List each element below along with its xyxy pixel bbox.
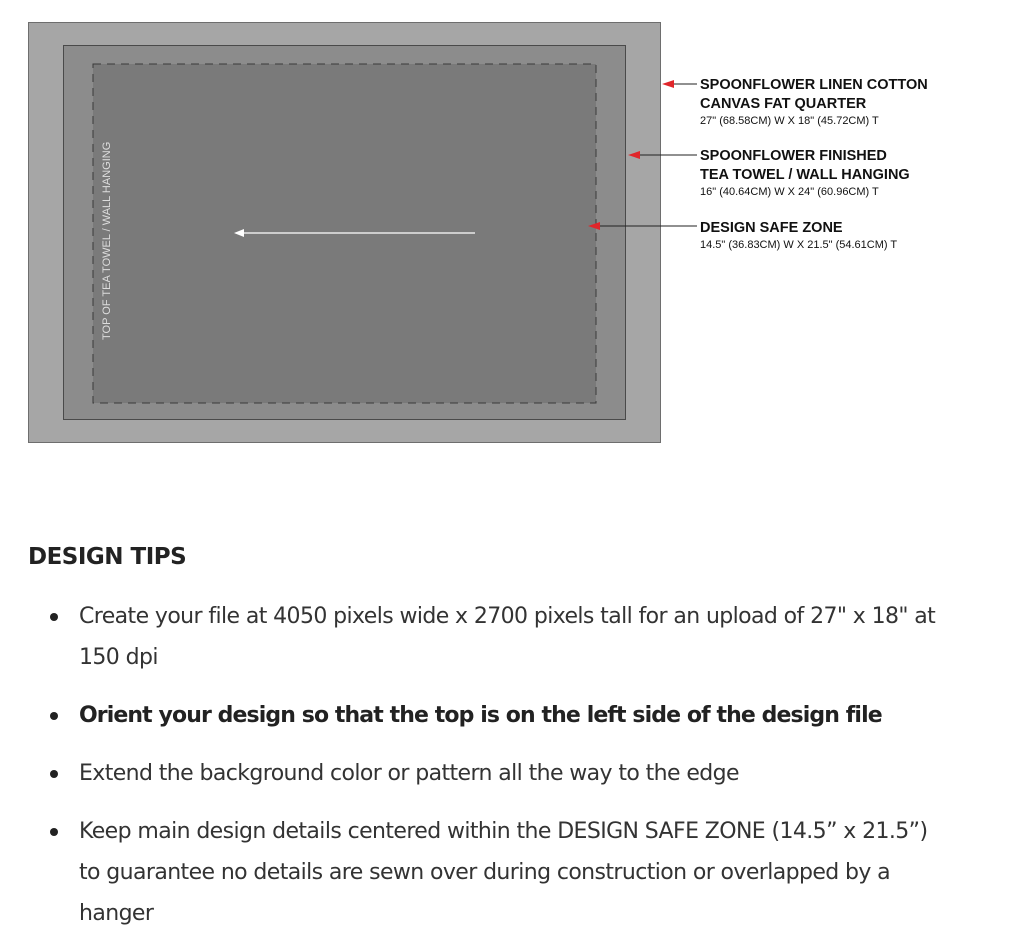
callout-title-fat-quarter-1: SPOONFLOWER LINEN COTTON xyxy=(700,77,928,93)
callout-title-fat-quarter-2: CANVAS FAT QUARTER xyxy=(700,96,867,112)
callout-title-safe-zone: DESIGN SAFE ZONE xyxy=(700,220,843,236)
bullet-icon xyxy=(50,712,58,720)
top-of-towel-label: TOP OF TEA TOWEL / WALL HANGING xyxy=(101,141,113,340)
bullet-icon xyxy=(50,828,58,836)
tea-towel-layout-diagram xyxy=(0,0,1024,470)
callout-dims-safe-zone: 14.5" (36.83CM) W X 21.5" (54.61CM) T xyxy=(700,239,898,251)
design-tips-heading: DESIGN TIPS xyxy=(28,544,187,570)
tip-text: Extend the background color or pattern all the way to the edge xyxy=(79,761,739,786)
tip-item-file-size xyxy=(0,596,1000,678)
callout-arrow-fat-quarter-icon xyxy=(662,80,674,88)
tip-text: Create your file at 4050 pixels wide x 2700 pixels tall for an upload of 27" x 18" at 150 dpi xyxy=(79,604,936,670)
tip-text: Orient your design so that the top is on the left side of the design file xyxy=(79,703,882,728)
callout-dims-fat-quarter: 27" (68.58CM) W X 18" (45.72CM) T xyxy=(700,115,879,127)
callout-dims-finished-towel: 16" (40.64CM) W X 24" (60.96CM) T xyxy=(700,186,879,198)
diagram-svg xyxy=(0,0,1024,470)
tip-item-orientation xyxy=(0,695,1000,736)
callout-title-finished-towel-1: SPOONFLOWER FINISHED xyxy=(700,148,887,164)
design-tips-list xyxy=(0,596,1000,951)
tip-text: Keep main design details centered within the DESIGN SAFE ZONE (14.5” x 21.5”) to guarantee no details are sewn over during construction or overlapped by a hanger xyxy=(79,819,928,926)
callout-title-finished-towel-2: TEA TOWEL / WALL HANGING xyxy=(700,167,910,183)
tip-item-safe-zone xyxy=(0,811,1000,934)
tip-item-background xyxy=(0,753,1000,794)
bullet-icon xyxy=(50,613,58,621)
bullet-icon xyxy=(50,770,58,778)
